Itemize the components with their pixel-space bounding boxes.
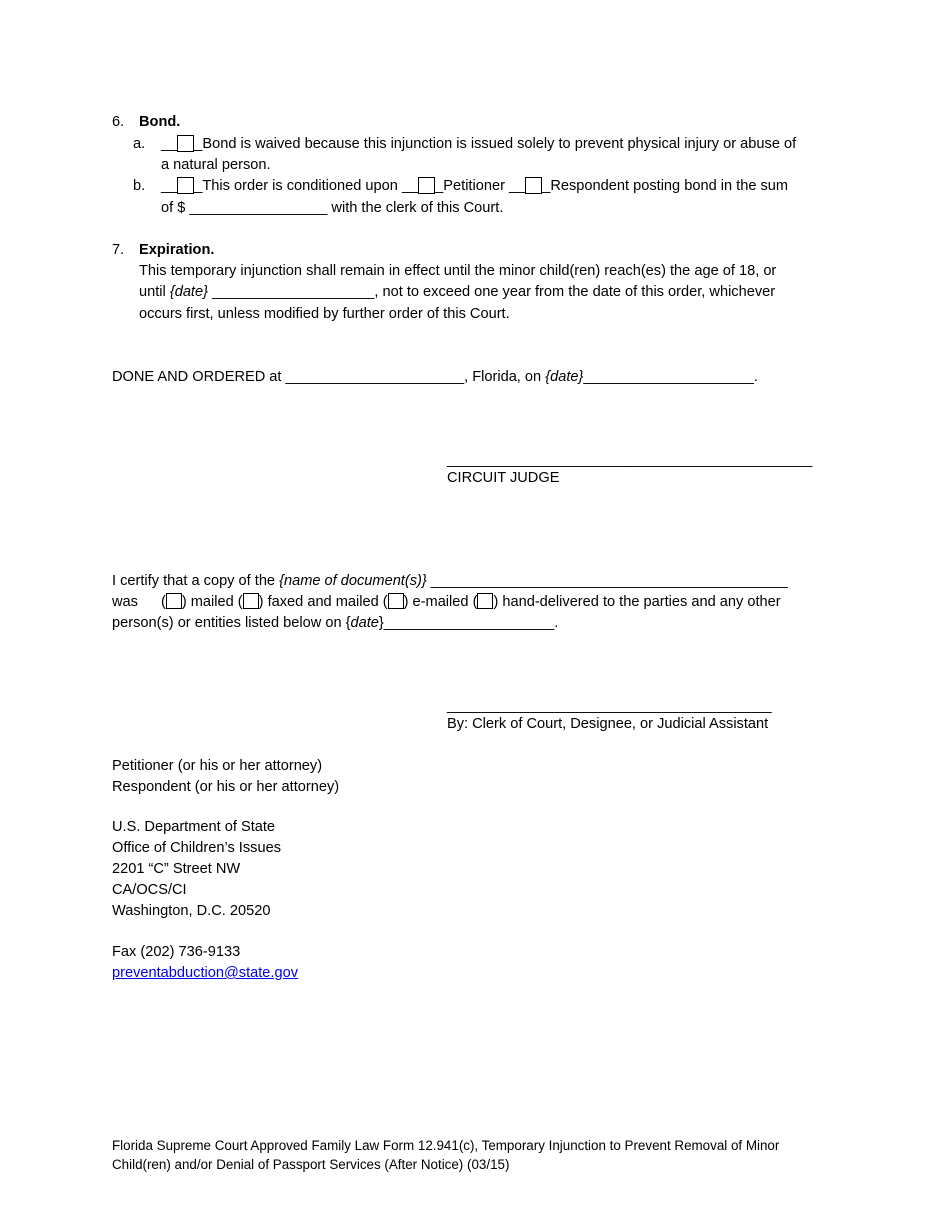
- blank-underline: __: [161, 178, 178, 194]
- petitioner-label: _Petitioner: [435, 178, 509, 194]
- address-line: U.S. Department of State: [112, 819, 276, 835]
- section-6b-text: This order is conditioned upon: [202, 178, 402, 194]
- section-6b-marker: b.: [133, 178, 146, 194]
- clerk-label: By: Clerk of Court, Designee, or Judicial Assistant: [447, 716, 769, 732]
- emailed-checkbox[interactable]: [388, 593, 404, 609]
- fax-number: Fax (202) 736-9133: [112, 944, 241, 960]
- certify-line3[interactable]: [112, 613, 558, 634]
- blank-underline: __: [509, 178, 526, 194]
- bond-waived-checkbox[interactable]: [177, 135, 194, 152]
- section-6a-line: [161, 134, 796, 155]
- document-name-placeholder: {name of document(s)}: [279, 573, 427, 589]
- date-placeholder: {date}: [545, 369, 584, 385]
- hand-delivered-label: ) hand-delivered to the parties and any other: [493, 594, 781, 610]
- section-7-number: 7.: [112, 242, 125, 258]
- address-line: CA/OCS/CI: [112, 882, 187, 898]
- address-line: Washington, D.C. 20520: [112, 903, 271, 919]
- section-6-number: 6.: [112, 114, 125, 130]
- footer-line2: Child(ren) and/or Denial of Passport Services (After Notice) (03/15): [112, 1157, 510, 1172]
- expiration-date-field[interactable]: ____________________, not to exceed one year from the date of this order, whichever: [207, 284, 776, 300]
- emailed-label: ) e-mailed (: [403, 594, 478, 610]
- recipient-petitioner: Petitioner (or his or her attorney): [112, 758, 323, 774]
- hand-delivered-checkbox[interactable]: [477, 593, 493, 609]
- certify-line2: [112, 592, 781, 613]
- text: until: [139, 284, 170, 300]
- petitioner-bond-checkbox[interactable]: [418, 177, 435, 194]
- section-7-text-line2[interactable]: [139, 282, 775, 303]
- blank-underline: _: [194, 136, 203, 152]
- text: person(s) or entities listed below on {: [112, 615, 351, 631]
- text: I certify that a copy of the: [112, 573, 280, 589]
- section-7-text-line1: This temporary injunction shall remain in effect until the minor child(ren) reach(es) the age of 18, or: [139, 263, 777, 279]
- done-date-field[interactable]: _____________________.: [583, 369, 758, 385]
- email-container: [112, 963, 298, 984]
- judge-signature-line[interactable]: _____________________________________________: [447, 452, 813, 468]
- certify-date-field[interactable]: }_____________________.: [378, 615, 559, 631]
- section-6b-line: [161, 176, 788, 197]
- text: was: [112, 594, 138, 610]
- date-placeholder: date: [350, 615, 379, 631]
- text: (: [160, 594, 166, 610]
- done-location-field[interactable]: DONE AND ORDERED at ______________________, Florida, on: [112, 369, 546, 385]
- section-6a-text-cont: a natural person.: [161, 157, 271, 173]
- address-line: Office of Children’s Issues: [112, 840, 281, 856]
- address-line: 2201 “C” Street NW: [112, 861, 241, 877]
- respondent-label: _Respondent posting bond in the sum: [542, 178, 789, 194]
- document-name-field[interactable]: ____________________________________________: [426, 573, 788, 589]
- blank-underline: _: [194, 178, 203, 194]
- date-placeholder: {date}: [169, 284, 208, 300]
- section-6a-marker: a.: [133, 136, 146, 152]
- faxed-label: ) faxed and mailed (: [258, 594, 388, 610]
- section-6a-text: Bond is waived because this injunction is issued solely to prevent physical injury or abuse of: [202, 136, 797, 152]
- blank-underline: __: [401, 178, 419, 194]
- done-and-ordered-line[interactable]: [112, 367, 758, 388]
- certify-line1[interactable]: [112, 571, 788, 592]
- section-6-title: Bond.: [139, 114, 181, 130]
- faxed-checkbox[interactable]: [243, 593, 259, 609]
- recipient-respondent: Respondent (or his or her attorney): [112, 779, 340, 795]
- bond-conditioned-checkbox[interactable]: [177, 177, 194, 194]
- mailed-checkbox[interactable]: [166, 593, 182, 609]
- circuit-judge-label: CIRCUIT JUDGE: [447, 470, 560, 486]
- section-7-title: Expiration.: [139, 242, 215, 258]
- email-link[interactable]: preventabduction@state.gov: [112, 965, 299, 981]
- blank-underline: __: [161, 136, 178, 152]
- respondent-bond-checkbox[interactable]: [525, 177, 542, 194]
- footer-line1: Florida Supreme Court Approved Family Law Form 12.941(c), Temporary Injunction to Prevent Removal of Minor: [112, 1138, 780, 1153]
- mailed-label: ) mailed (: [181, 594, 243, 610]
- section-7-text-line3: occurs first, unless modified by further order of this Court.: [139, 306, 510, 322]
- clerk-signature-line[interactable]: ________________________________________: [447, 698, 772, 714]
- bond-amount-line[interactable]: of $ _________________ with the clerk of this Court.: [161, 200, 504, 216]
